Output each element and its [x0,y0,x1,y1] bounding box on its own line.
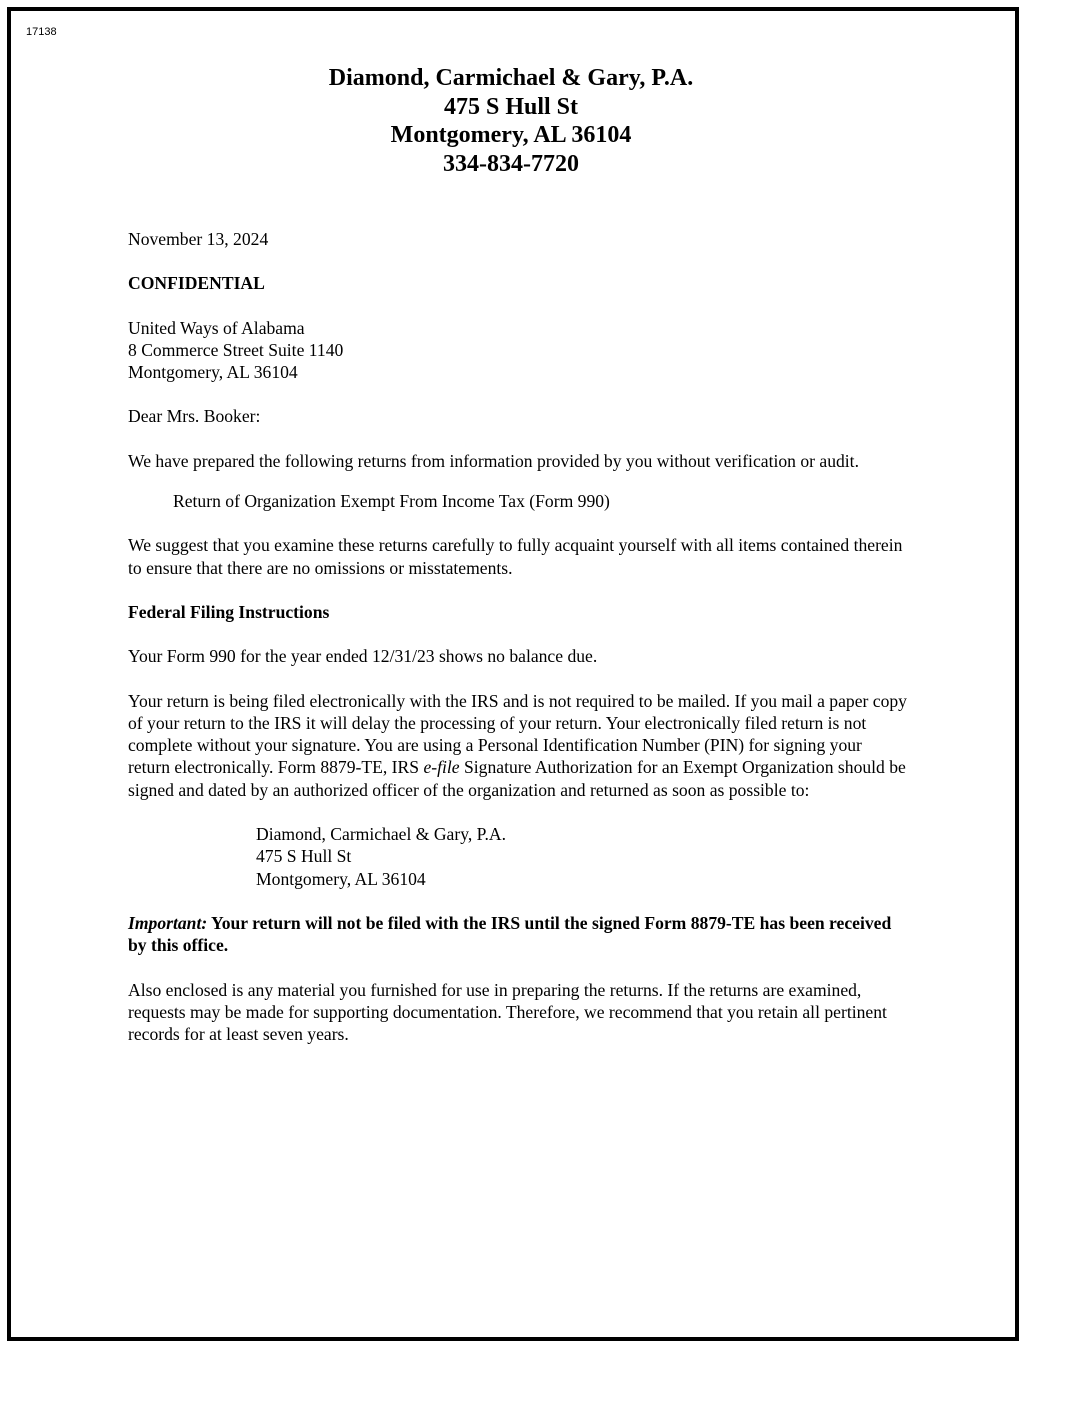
letterhead-city-state-zip: Montgomery, AL 36104 [390,122,632,148]
federal-filing-heading: Federal Filing Instructions [128,601,330,622]
efile-text-part1: Your return is being filed electronically with the IRS and is not required to be mailed. If you mail a paper copy of your return to the IRS it will delay the processing of your return. Your electronically filed return is not complete without your signature. You are using a Personal Identification Number (PIN) for signing your return electronically. Form 8879-TE, IRS [128,690,907,778]
letterhead-phone: 334-834-7720 [443,150,579,177]
confidential-label: CONFIDENTIAL [128,273,265,294]
recipient-address [128,317,908,384]
return-to-city-state-zip: Montgomery, AL 36104 [256,868,426,889]
letterhead [0,64,1022,178]
return-to-street: 475 S Hull St [256,846,352,867]
letterhead-firm-name: Diamond, Carmichael & Gary, P.A. [328,65,694,91]
return-to-address [256,823,908,890]
efile-text-part2: Signature Authorization for an Exempt Organization should be signed and dated by an authorized officer of the organization and returned as soon as possible to: [128,757,906,800]
efile-paragraph [128,690,908,801]
letter-date: November 13, 2024 [128,229,269,249]
recipient-city-state-zip: Montgomery, AL 36104 [128,362,298,383]
salutation: Dear Mrs. Booker: [128,406,261,427]
letterhead-street: 475 S Hull St [443,93,579,120]
balance-paragraph: Your Form 990 for the year ended 12/31/23 shows no balance due. [128,646,598,667]
return-to-name: Diamond, Carmichael & Gary, P.A. [256,824,507,845]
return-item: Return of Organization Exempt From Income Tax (Form 990) [173,491,610,512]
important-label: Important: [128,912,208,933]
prepared-paragraph: We have prepared the following returns from information provided by you without verification or audit. [128,450,859,471]
document-id: 17138 [26,26,57,38]
letter-body [128,228,908,1067]
efile-term: e-file [423,757,460,778]
enclosed-paragraph: Also enclosed is any material you furnished for use in preparing the returns. If the returns are examined, requests may be made for supporting documentation. Therefore, we recommend that you retain all pertinent records for at least seven years. [128,979,887,1045]
important-text: Your return will not be filed with the IRS until the signed Form 8879-TE has been received by this office. [128,912,892,956]
recipient-name: United Ways of Alabama [128,317,305,338]
important-paragraph [128,912,908,957]
recipient-street: 8 Commerce Street Suite 1140 [128,339,344,360]
suggest-paragraph: We suggest that you examine these returns carefully to fully acquaint yourself with all items contained therein to ensure that there are no omissions or misstatements. [128,535,903,578]
